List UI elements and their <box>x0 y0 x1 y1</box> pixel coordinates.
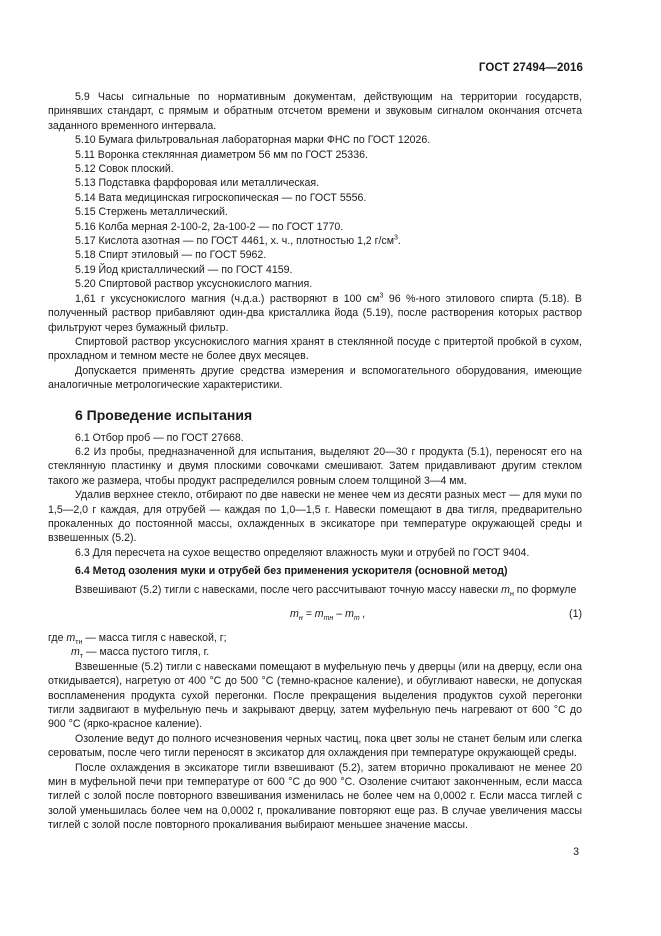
formula-number: (1) <box>569 608 582 620</box>
where-sub-t: т <box>79 653 84 661</box>
item-5-17-text: 5.17 Кислота азотная — по ГОСТ 4461, х. ч., плотностью 1,2 г/см <box>75 235 395 248</box>
paragraph-charring: Взвешенные (5.2) тигли с навесками помещают в муфельную печь у дверцы (или на дверцу, если она откидывается), нагретую от 400 °С до 500 °С (темно-красное каление), и обугливают навески, не допуская воспламенения продукта сухой перегонки. После прекращения выделения продуктов сухой перегонки тигли задвигают в муфельную печь и закрывают дверцу, затем муфельную печь нагревают от 600 °С до 900 °С (ярко-красное каление). <box>48 660 582 731</box>
paragraph-6-3: 6.3 Для пересчета на сухое вещество определяют влажность муки и отрубей по ГОСТ 9404. <box>75 546 530 559</box>
item-5-20: 5.20 Спиртовой раствор уксуснокислого магния. <box>75 278 313 291</box>
formula-expression <box>290 607 366 621</box>
formula-m-t: m <box>345 608 354 620</box>
paragraph-ashing: Озоление ведут до полного исчезновения черных частиц, пока цвет золы не станет белым или слегка сероватым, после чего тигли переносят в эксикатор для охлаждения при температуре окружающей среды. <box>48 732 582 760</box>
paragraph-solution-prep-a: 1,61 г уксуснокислого магния (ч.д.а.) растворяют в 100 см <box>75 292 380 305</box>
formula-minus: – <box>333 608 346 620</box>
paragraph-solution-storage: Спиртовой раствор уксуснокислого магния хранят в стеклянной посуде с притертой пробкой в сухом, прохладном и темном месте не более двух месяцев. <box>48 335 582 363</box>
where-prefix: где <box>48 632 67 644</box>
paragraph-6-4-intro-tail: по формуле <box>513 583 577 596</box>
where-2-text: — масса пустого тигля, г. <box>83 646 210 659</box>
item-5-12: 5.12 Совок плоский. <box>75 163 174 176</box>
page-content <box>48 90 582 833</box>
formula-equals: = <box>302 608 315 620</box>
page-number: 3 <box>573 846 579 858</box>
paragraph-reweighing: После охлаждения в эксикаторе тигли взвешивают (5.2), затем вторично прокаливают не менее 20 мин в муфельной печи при температуре от 600 °С до 900 °С. Озоление считают законченным, если масса тиглей с золой после повторного взвешивания изменилась не более чем на 0,0002 г. Если масса тиглей с золой уменьшилась более чем на 0,0002 г, прокаливание повторяют еще раз. В случае увеличения массы тиглей с золой после повторного прокаливания выбирают меньшее значение массы. <box>48 761 582 832</box>
paragraph-6-4-intro-text: Взвешивают (5.2) тигли с навесками, после чего рассчитывают точную массу навески <box>75 583 502 596</box>
formula-sub-n: н <box>298 615 303 623</box>
where-m: m <box>66 632 76 644</box>
paragraph-solution-prep <box>48 292 582 335</box>
item-5-14: 5.14 Вата медицинская гигроскопическая — по ГОСТ 5556. <box>75 191 367 204</box>
where-line-2 <box>48 645 582 659</box>
paragraph-alternatives: Допускается применять другие средства измерения и вспомогательного оборудования, имеющие аналогичные метрологические характеристики. <box>48 364 582 392</box>
formula-end: , <box>359 608 366 620</box>
item-5-11: 5.11 Воронка стеклянная диаметром 56 мм по ГОСТ 25336. <box>75 148 368 161</box>
item-5-13: 5.13 Подставка фарфоровая или металлическая. <box>75 177 320 190</box>
where-line-1 <box>48 631 582 645</box>
paragraph-6-4-intro <box>48 583 582 597</box>
document-code-header: ГОСТ 27494—2016 <box>478 62 583 74</box>
paragraph-6-2: 6.2 Из пробы, предназначенной для испытания, выделяют 20—30 г продукта (5.1), переносят его на стеклянную пластинку и двумя плоскими совочками смешивают. Затем придавливают другим стеклом такого же размера, чтобы продукт распределился ровным слоем толщиной 3—4 мм. <box>48 445 582 487</box>
formula-sub-t: т <box>353 615 360 623</box>
item-5-15: 5.15 Стержень металлический. <box>75 206 228 219</box>
item-5-18: 5.18 Спирт этиловый — по ГОСТ 5962. <box>75 249 267 262</box>
paragraph-6-1: 6.1 Отбор проб — по ГОСТ 27668. <box>75 431 244 444</box>
paragraph-solution-prep-b: 96 %-ного этилового спирта (5.18). В полученный раствор прибавляют один-два кристаллика йода (5.19), после растворения которых раствор фильтруют через бумажный фильтр. <box>48 292 582 334</box>
superscript-3: 3 <box>379 292 384 300</box>
section-6-heading: 6 Проведение испытания <box>75 406 253 423</box>
item-5-10: 5.10 Бумага фильтровальная лабораторная марки ФНС по ГОСТ 12026. <box>75 134 431 147</box>
symbol-m: m <box>501 583 510 596</box>
formula-sub-tn: тн <box>323 615 334 623</box>
formula-m-tn: m <box>314 608 324 620</box>
section-6-4-heading: 6.4 Метод озоления муки и отрубей без применения ускорителя (основной метод) <box>75 565 508 578</box>
item-5-19: 5.19 Йод кристаллический — по ГОСТ 4159. <box>75 263 293 276</box>
formula-m-n: m <box>290 608 299 620</box>
item-5-16: 5.16 Колба мерная 2-100-2, 2а-100-2 — по ГОСТ 1770. <box>75 220 344 233</box>
item-5-17: 5.17 Кислота азотная — по ГОСТ 4461, х. ч., плотностью 1,2 $г/см^3$. <box>75 234 401 248</box>
item-5-9: 5.9 Часы сигнальные по нормативным документам, действующим на территории государств, принявших стандарт, с прямым и обратным отсчетом времени и звуковым сигналом окончания отсчета заданного временного интервала. <box>48 91 582 132</box>
formula-1 <box>48 603 582 625</box>
where-1-text: — масса тигля с навеской, г; <box>82 632 227 644</box>
subscript-n: н <box>509 590 514 598</box>
where-m2: m <box>71 646 80 659</box>
paragraph-6-2-continued: Удалив верхнее стекло, отбирают по две навески не менее чем из десяти разных мест — для муки по 1,5—2,0 г каждая, для отрубей — каждая по 1,0—1,5 г. Навески помещают в два тигля, предварительно прокаленных до постоянной массы, охлажденных в эксикаторе при температуре окружающей среды и взвешенных (5.2). <box>48 489 582 545</box>
superscript-3: 3 <box>394 234 398 242</box>
where-sub-tn: тн <box>75 639 83 647</box>
